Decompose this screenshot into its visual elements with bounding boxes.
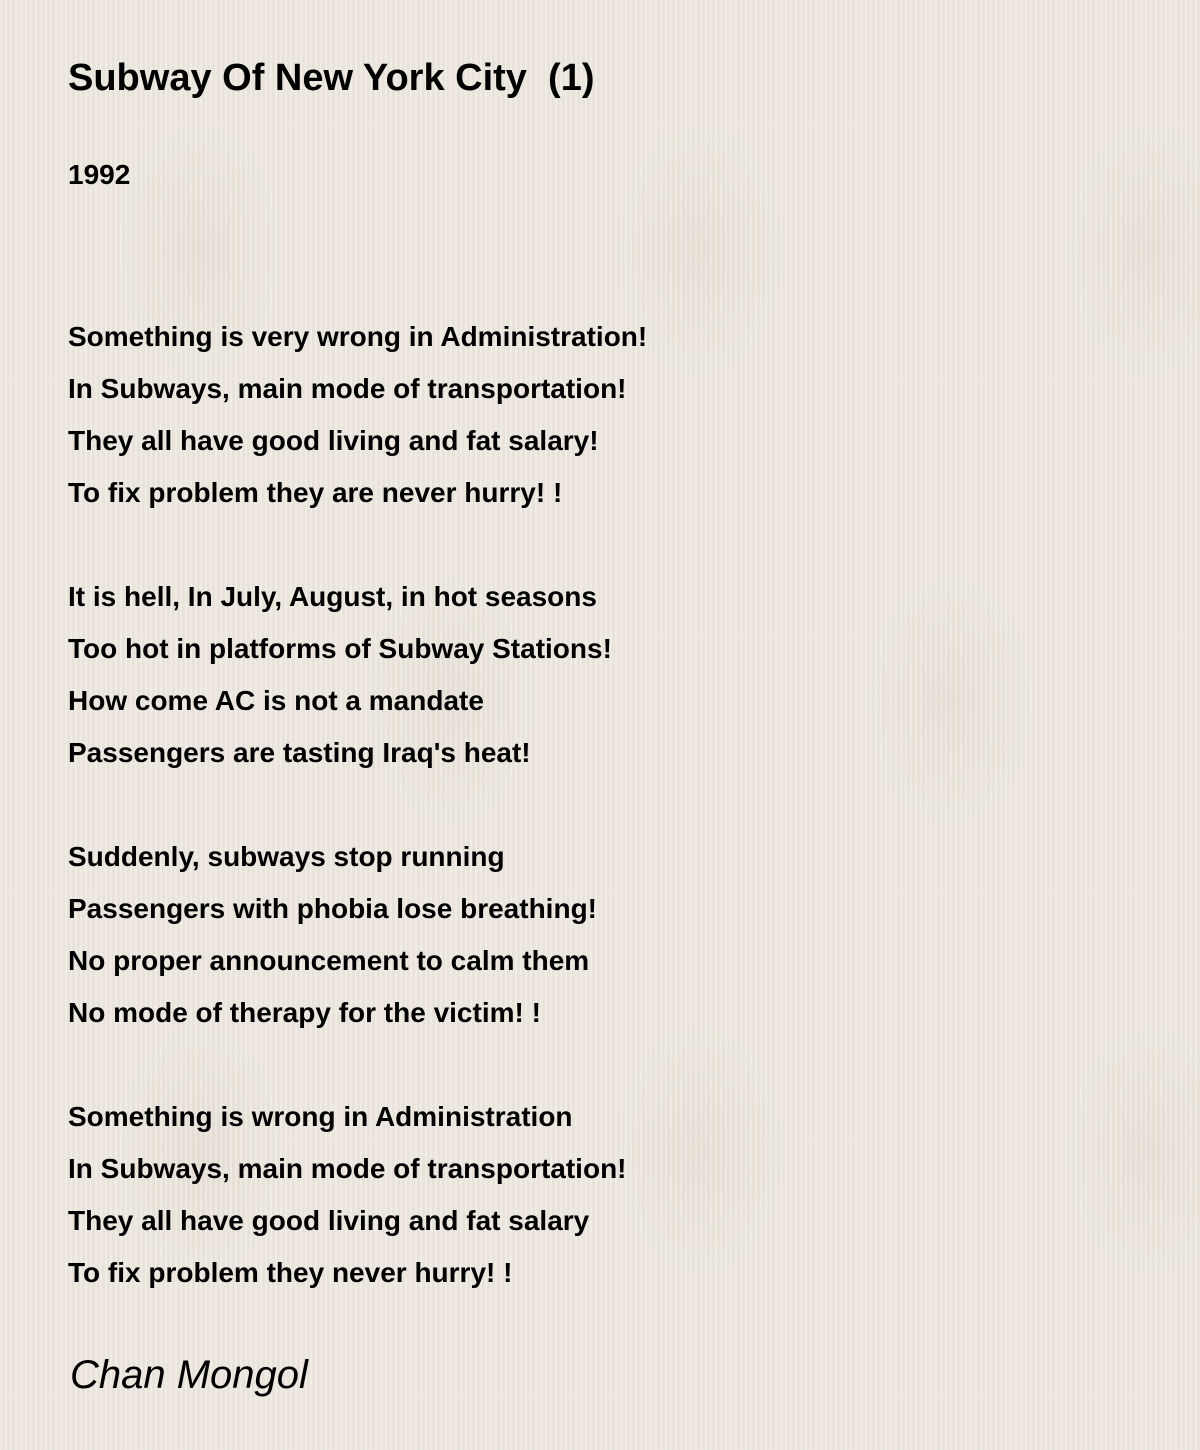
- poem-line: In Subways, main mode of transportation!: [68, 1153, 627, 1184]
- stanza: [68, 1091, 1168, 1299]
- poem-body: [68, 311, 1168, 1351]
- poem-line: How come AC is not a mandate: [68, 685, 484, 716]
- poem-year: 1992: [68, 159, 131, 190]
- poem-line: Suddenly, subways stop running: [68, 841, 505, 872]
- poem-line: No mode of therapy for the victim! !: [68, 997, 541, 1028]
- poem-line: To fix problem they are never hurry! !: [68, 477, 563, 508]
- poem-line: Too hot in platforms of Subway Stations!: [68, 633, 612, 664]
- poem-line: They all have good living and fat salary: [68, 1205, 590, 1236]
- poem-line: Passengers are tasting Iraq's heat!: [68, 737, 531, 768]
- poem-line: They all have good living and fat salary!: [68, 425, 599, 456]
- poem-line: Something is wrong in Administration: [68, 1101, 573, 1132]
- poem-line: Passengers with phobia lose breathing!: [68, 893, 597, 924]
- stanza: [68, 311, 1168, 519]
- poem-line: No proper announcement to calm them: [68, 945, 590, 976]
- stanza: [68, 831, 1168, 1039]
- poem-line: Something is very wrong in Administration!: [68, 321, 648, 352]
- stanza: [68, 571, 1168, 779]
- poem-line: In Subways, main mode of transportation!: [68, 373, 627, 404]
- poem-author: Chan Mongol: [70, 1353, 308, 1397]
- poem-line: It is hell, In July, August, in hot seasons: [68, 581, 597, 612]
- poem-title: Subway Of New York City (1): [68, 57, 595, 99]
- poem-line: To fix problem they never hurry! !: [68, 1257, 513, 1288]
